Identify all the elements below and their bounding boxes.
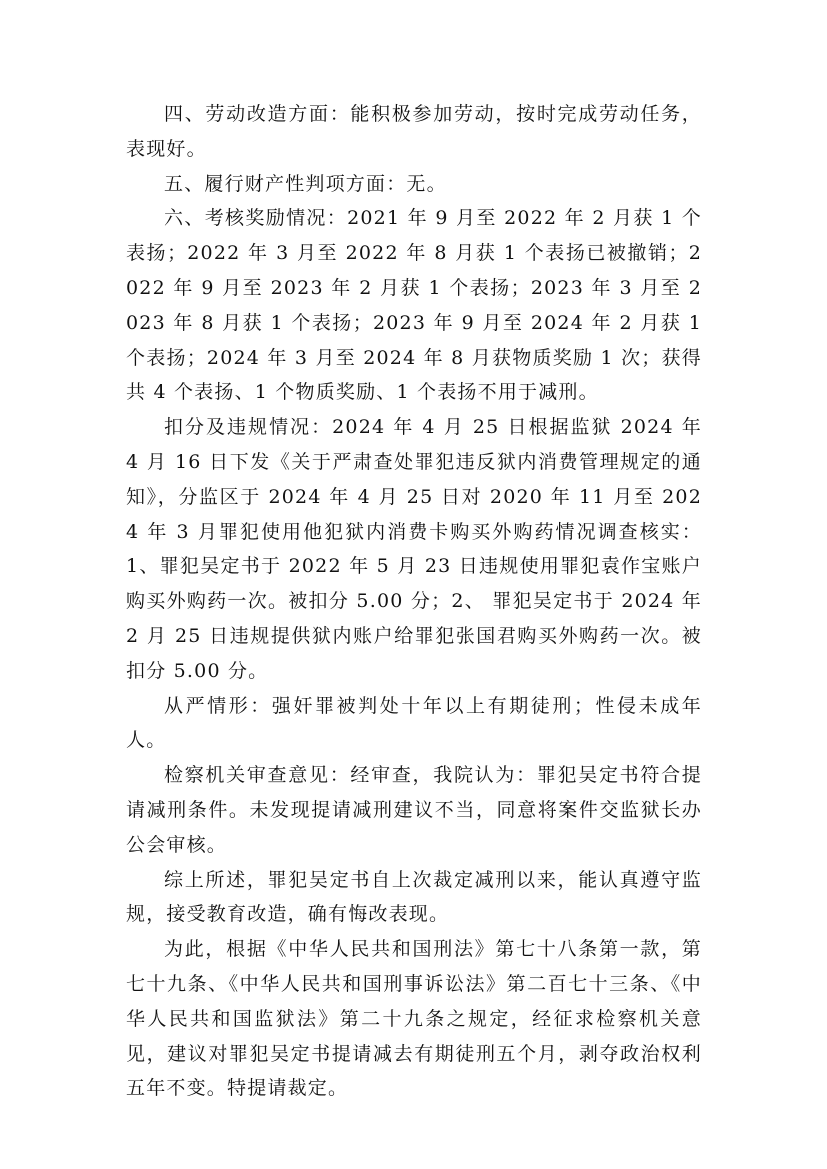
paragraph-labor-reform: 四、劳动改造方面：能积极参加劳动，按时完成劳动任务，表现好。 [126, 103, 702, 160]
paragraph-deductions-violations: 扣分及违规情况：2024 年 4 月 25 日根据监狱 2024 年 4 月 16 日下发《关于严肃查处罪犯违反狱内消费管理规定的通知》，分监区于 2024 年 4 月 25 日对 2020 年 11 月至 2024 年 3 月罪犯使用他犯狱内消费卡购买外购药情况调查核实： 1、罪犯吴定书于 2022 年 5 月 23 日违规使用罪犯袁作宝账户购买外购药一次。被扣分 5.00 分；2、 罪犯吴定书于 2024 年 2 月 25 日违规提供狱内账户给罪犯张国君购买外购药一次。被扣分 5.00 分。 [126, 416, 702, 682]
paragraph-strict-circumstances: 从严情形：强奸罪被判处十年以上有期徒刑；性侵未成年人。 [126, 694, 702, 752]
paragraph-rewards: 六、考核奖励情况：2021 年 9 月至 2022 年 2 月获 1 个表扬；2022 年 3 月至 2022 年 8 月获 1 个表扬已被撤销；2022 年 9 月至 2023 年 2 月获 1 个表扬；2023 年 3 月至 2023 年 8 月获 1 个表扬；2023 年 9 月至 2024 年 2 月获 1 个表扬；2024 年 3 月至 2024 年 8 月获物质奖励 1 次；获得共 4 个表扬、1 个物质奖励、1 个表扬不用于减刑。 [126, 207, 702, 404]
paragraph-summary: 综上所述，罪犯吴定书自上次裁定减刑以来，能认真遵守监规，接受教育改造，确有悔改表现。 [126, 868, 702, 926]
paragraph-recommendation: 为此，根据《中华人民共和国刑法》第七十八条第一款，第七十九条、《中华人民共和国刑事诉讼法》第二百七十三条、《中华人民共和国监狱法》第二十九条之规定，经征求检察机关意见，建议对罪犯吴定书提请减去有期徒刑五个月，剥夺政治权利五年不变。特提请裁定。 [126, 938, 702, 1100]
paragraph-property-execution: 五、履行财产性判项方面：无。 [164, 172, 447, 195]
document-page [126, 97, 702, 1106]
paragraph-procuratorate-opinion: 检察机关审查意见：经审查，我院认为：罪犯吴定书符合提请减刑条件。未发现提请减刑建议不当，同意将案件交监狱长办公会审核。 [126, 764, 702, 856]
